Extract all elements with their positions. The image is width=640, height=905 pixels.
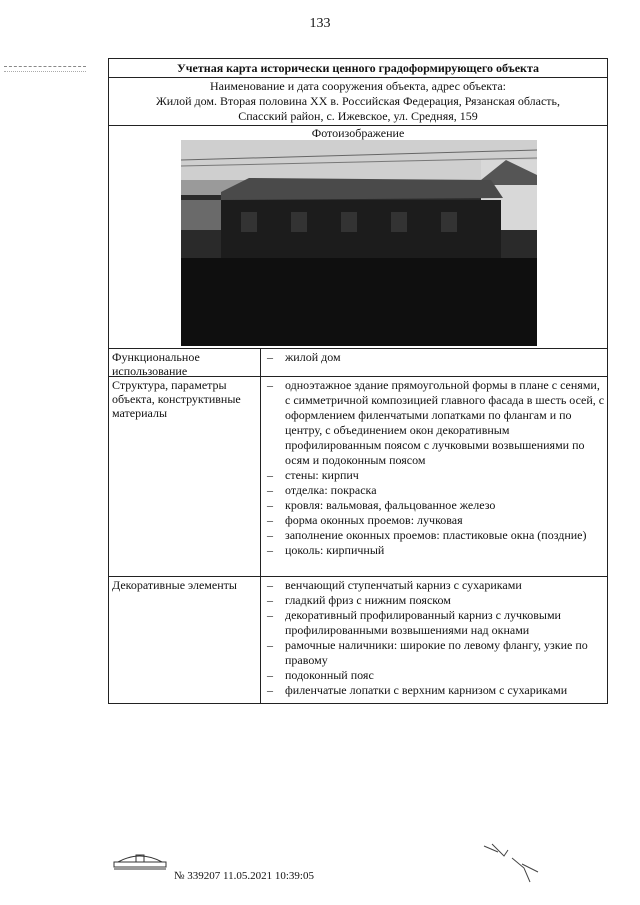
list-item <box>265 683 605 698</box>
item-text: отделка: покраска <box>285 483 377 497</box>
registration-stamp: № 339207 11.05.2021 10:39:05 <box>174 870 314 882</box>
function-row <box>109 349 607 377</box>
item-text: жилой дом <box>285 350 341 364</box>
list-item <box>265 593 605 608</box>
dash: – <box>267 528 273 542</box>
name-line2: Спасский район, с. Ижевское, ул. Средняя, 159 <box>238 109 478 123</box>
item-text: заполнение оконных проемов: пластиковые окна (поздние) <box>285 528 587 542</box>
registry-logo <box>112 852 168 870</box>
item-text: кровля: вальмовая, фальцованное железо <box>285 498 496 512</box>
dash: – <box>267 593 273 607</box>
name-line1: Жилой дом. Вторая половина XX в. Российская Федерация, Рязанская область, <box>155 94 561 108</box>
list-item <box>265 483 605 498</box>
dash: – <box>267 578 273 592</box>
margin-mark <box>4 66 86 72</box>
decor-values <box>261 577 607 704</box>
building-photo <box>181 140 537 346</box>
item-text: декоративный профилированный карниз с лучковыми профилированными возвышениями над окнами <box>285 608 561 637</box>
function-values <box>261 349 607 376</box>
list-item <box>265 668 605 683</box>
list-item <box>265 608 605 638</box>
dash: – <box>267 498 273 512</box>
structure-label: Структура, параметры объекта, конструктивные материалы <box>109 377 261 576</box>
object-card <box>108 58 608 704</box>
name-block <box>109 78 607 126</box>
structure-values <box>261 377 607 576</box>
item-text: одноэтажное здание прямоугольной формы в плане с сенями, с симметричной композицией главного фасада в шесть осей, с оформлением филенчатыми лопатками по флангам и по центру, с объединением окон декоративным профилированным поясом с лучковыми возвышениями по осям и подоконным поясом <box>285 378 605 467</box>
item-text: гладкий фриз с нижним пояском <box>285 593 451 607</box>
photo-label: Фотоизображение <box>311 126 405 140</box>
dash: – <box>267 378 273 392</box>
list-item <box>265 468 605 483</box>
structure-row <box>109 377 607 577</box>
list-item <box>265 543 605 558</box>
dash: – <box>267 513 273 527</box>
dash: – <box>267 683 273 697</box>
dash: – <box>267 638 273 652</box>
dash: – <box>267 483 273 497</box>
dash: – <box>267 543 273 557</box>
dash: – <box>267 608 273 622</box>
card-title: Учетная карта исторически ценного градоформирующего объекта <box>109 59 607 78</box>
item-text: филенчатые лопатки с верхним карнизом с сухариками <box>285 683 568 697</box>
list-item <box>265 378 605 468</box>
dash: – <box>267 350 273 364</box>
dash: – <box>267 468 273 482</box>
list-item <box>265 513 605 528</box>
item-text: форма оконных проемов: лучковая <box>285 513 463 527</box>
item-text: рамочные наличники: широкие по левому флангу, узкие по правому <box>285 638 588 667</box>
list-item <box>265 638 605 668</box>
dash: – <box>267 668 273 682</box>
list-item <box>265 528 605 543</box>
item-text: стены: кирпич <box>285 468 359 482</box>
photo-block <box>109 126 607 349</box>
signature-mark <box>478 838 548 888</box>
list-item <box>265 578 605 593</box>
function-label: Функциональное использование <box>109 349 261 376</box>
list-item <box>265 350 605 365</box>
page-number: 133 <box>309 16 331 31</box>
name-header: Наименование и дата сооружения объекта, адрес объекта: <box>209 79 507 93</box>
list-item <box>265 498 605 513</box>
item-text: цоколь: кирпичный <box>285 543 385 557</box>
item-text: подоконный пояс <box>285 668 374 682</box>
decor-label: Декоративные элементы <box>109 577 261 704</box>
decor-row <box>109 577 607 704</box>
item-text: венчающий ступенчатый карниз с сухариками <box>285 578 522 592</box>
